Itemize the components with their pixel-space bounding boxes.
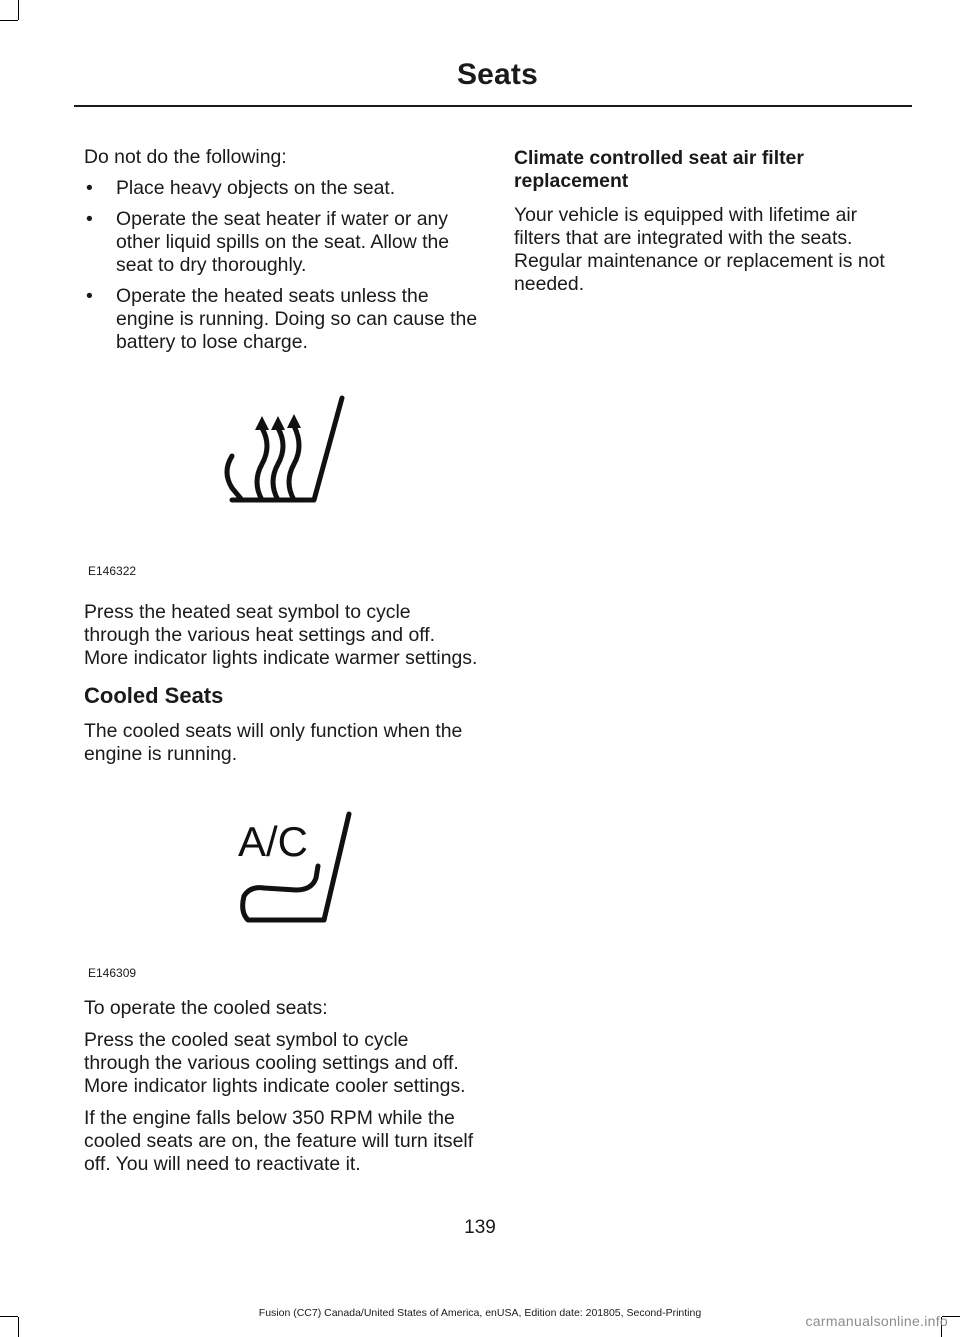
heated-seat-icon [216,392,356,532]
crop-mark [0,20,18,21]
section-heading: Cooled Seats [84,683,224,708]
warning-list [84,177,479,354]
ac-label: A/C [238,818,309,865]
rpm-text: If the engine falls below 350 RPM while the cooled seats are on, the feature will turn itself off. You will need to reactivate it. [84,1107,474,1175]
left-column [84,146,479,1176]
heated-seat-text: Press the heated seat symbol to cycle through the various heat settings and off. More indicator lights indicate warmer settings. [84,601,478,669]
cooled-intro-text: The cooled seats will only function when the engine is running. [84,720,463,765]
list-item: • Operate the heated seats unless the engine is running. Doing so can cause the battery to lose charge. [84,285,479,354]
figure-id: E146309 [88,966,137,980]
list-item: • Place heavy objects on the seat. [84,177,479,200]
cooled-seat-icon [234,808,364,928]
footer-text: Fusion (CC7) Canada/United States of America, enUSA, Edition date: 201805, Second-Printing [258,1307,702,1319]
section-heading: Climate controlled seat air filter replacement [514,147,804,192]
heated-seat-figure [84,354,479,584]
header-divider [74,105,912,107]
filter-text: Your vehicle is equipped with lifetime air filters that are integrated with the seats. Regular maintenance or replacement is not needed. [514,204,885,295]
watermark: carmanualsonline.info [805,1313,948,1329]
list-item: • Operate the seat heater if water or any other liquid spills on the seat. Allow the seat to dry thoroughly. [84,208,479,277]
crop-mark [18,0,19,20]
page-title: Seats [456,58,538,91]
figure-id: E146322 [88,564,137,578]
intro-text: Do not do the following: [84,146,287,168]
crop-mark [18,1317,19,1337]
operate-intro-text: To operate the cooled seats: [84,997,328,1019]
operate-text: Press the cooled seat symbol to cycle through the various cooling settings and off. More indicator lights indicate cooler settings. [84,1029,466,1097]
page-number: 139 [464,1217,496,1238]
right-column [514,147,904,296]
cooled-seat-figure [84,766,479,984]
